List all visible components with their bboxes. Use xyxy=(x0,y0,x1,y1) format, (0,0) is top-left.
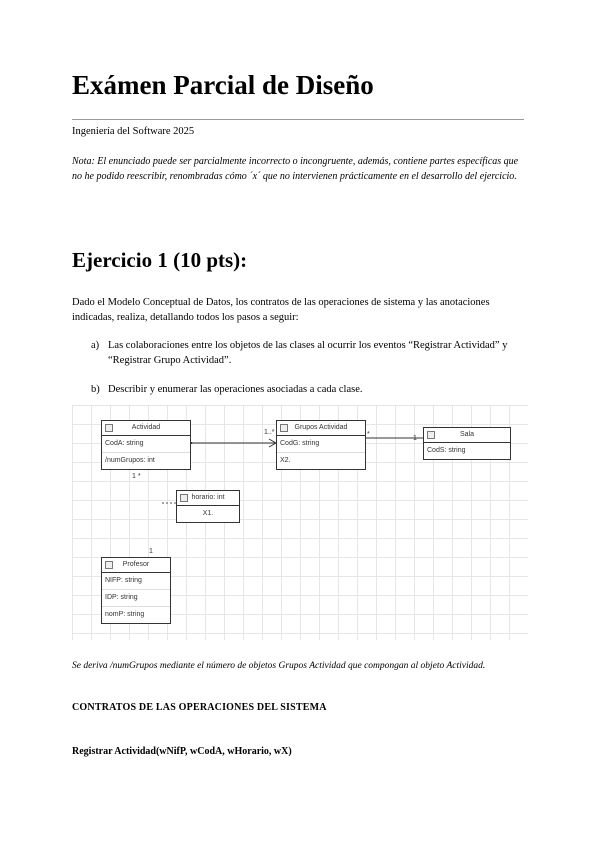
list-marker: b) xyxy=(91,384,100,395)
contracts-heading: CONTRATOS DE LAS OPERACIONES DEL SISTEMA xyxy=(72,702,327,713)
class-icon xyxy=(427,431,435,439)
attribute: CodG: string xyxy=(277,436,365,453)
class-profesor: Profesor NIFP: string IDP: string nomP: string xyxy=(101,557,171,624)
attribute: nomP: string xyxy=(105,611,145,618)
intro-paragraph: Dado el Modelo Conceptual de Datos, los contratos de las operaciones de sistema y las anotaciones indicadas, realiza, detallando todos los pasos a seguir: xyxy=(72,297,490,323)
title-divider xyxy=(72,119,524,120)
attribute: CodS: string xyxy=(427,447,466,454)
operation-signature: Registrar Actividad(wNifP, wCodA, wHorario, wX) xyxy=(72,746,292,757)
note-paragraph: Nota: El enunciado puede ser parcialmente incorrecto o incongruente, además, contiene partes específicas que no he podido reescribir, renombradas cómo ´x´ que no intervienen prácticamente en el desarrollo del ejercicio. xyxy=(72,156,519,182)
list-item xyxy=(91,382,528,398)
page-title: Exámen Parcial de Diseño xyxy=(72,70,374,100)
attribute: CodA: string xyxy=(102,436,190,453)
multiplicity-label: 1 xyxy=(149,548,153,555)
list-item xyxy=(91,338,528,370)
attribute: X1. xyxy=(202,510,214,517)
multiplicity-label: 1 * xyxy=(132,473,141,480)
multiplicity-label: 1 xyxy=(413,435,417,442)
multiplicity-label: 1..* xyxy=(264,429,275,436)
exercise-heading: Ejercicio 1 (10 pts): xyxy=(72,248,248,272)
class-sala: Sala CodS: string xyxy=(423,427,511,460)
subtitle: Ingeniería del Software 2025 xyxy=(72,126,195,137)
attribute: X2. xyxy=(280,457,291,464)
attribute: NIFP: string xyxy=(102,573,170,590)
attribute: /numGrupos: int xyxy=(105,457,155,464)
list-marker: a) xyxy=(91,340,100,351)
class-horario: horario: int X1. xyxy=(176,490,240,523)
derivation-note: Se deriva /numGrupos mediante el número de objetos Grupos Actividad que compongan al objeto Actividad. xyxy=(72,661,486,671)
class-actividad: Actividad CodA: string /numGrupos: int xyxy=(101,420,191,470)
uml-class-diagram xyxy=(72,405,528,640)
attribute: IDP: string xyxy=(102,590,170,607)
class-icon xyxy=(280,424,288,432)
class-grupos-actividad: Grupos Actividad CodG: string X2. xyxy=(276,420,366,470)
list-text: Describir y enumerar las operaciones asociadas a cada clase. xyxy=(108,384,363,395)
class-icon xyxy=(105,424,113,432)
class-icon xyxy=(180,494,188,502)
class-icon xyxy=(105,561,113,569)
multiplicity-label: * xyxy=(367,431,370,438)
list-text: Las colaboraciones entre los objetos de las clases al ocurrir los eventos “Registrar Actividad” y “Registrar Grupo Actividad”. xyxy=(108,340,508,366)
